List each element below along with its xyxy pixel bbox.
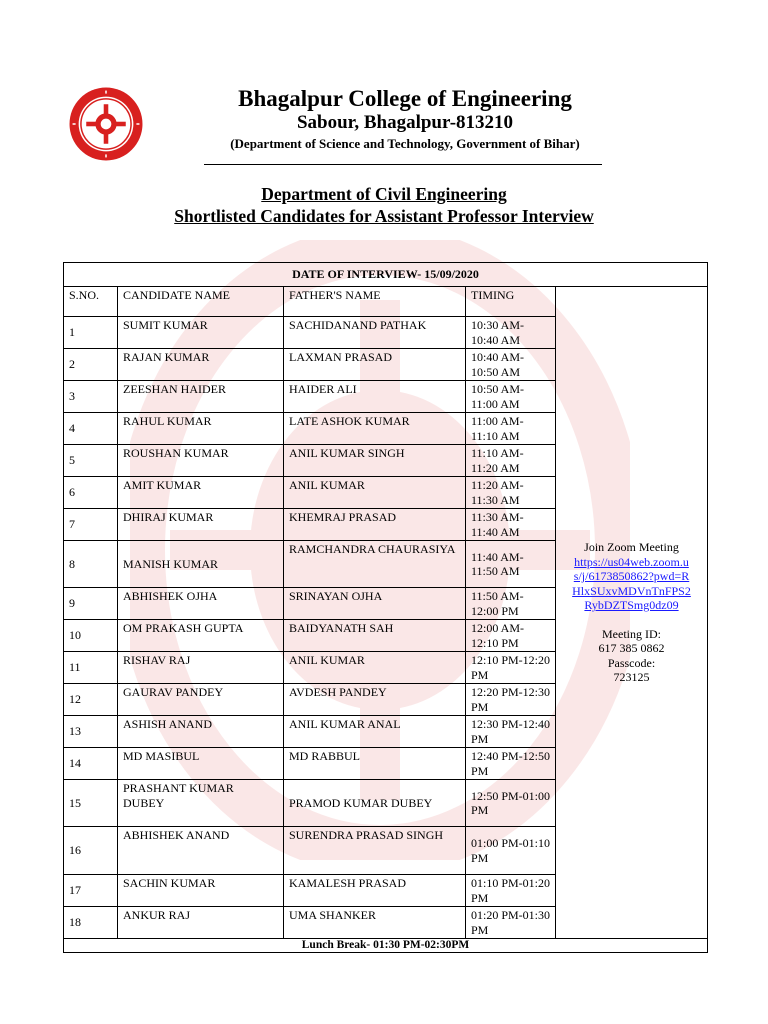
father-name-cell: KHEMRAJ PRASAD — [284, 509, 466, 541]
timing-cell: 12:50 PM-01:00 PM — [466, 780, 556, 827]
timing-cell: 12:00 AM-12:10 PM — [466, 620, 556, 652]
timing-cell: 11:30 AM-11:40 AM — [466, 509, 556, 541]
candidate-name-cell: RAHUL KUMAR — [118, 413, 284, 445]
candidate-name-cell: SUMIT KUMAR — [118, 317, 284, 349]
timing-cell: 10:50 AM-11:00 AM — [466, 381, 556, 413]
timing-cell: 01:00 PM-01:10 PM — [466, 827, 556, 875]
zoom-meeting-link[interactable]: https://us04web.zoom.us/j/6173850862?pwd=RHlxSUxvMDVnTnFPS2RybDZTSmg0dz09 — [572, 554, 691, 613]
father-name-cell: SRINAYAN OJHA — [284, 588, 466, 620]
timing-cell: 11:20 AM-11:30 AM — [466, 477, 556, 509]
timing-cell: 12:10 PM-12:20 PM — [466, 652, 556, 684]
candidate-name-cell: AMIT KUMAR — [118, 477, 284, 509]
sno-cell: 3 — [64, 381, 118, 413]
candidate-name-cell: ASHISH ANAND — [118, 716, 284, 748]
candidate-name-cell: MD MASIBUL — [118, 748, 284, 780]
meeting-id: 617 385 0862 — [598, 641, 665, 656]
sno-cell: 6 — [64, 477, 118, 509]
timing-cell: 11:50 AM-12:00 PM — [466, 588, 556, 620]
father-name-cell: AVDESH PANDEY — [284, 684, 466, 716]
candidate-name-cell: DHIRAJ KUMAR — [118, 509, 284, 541]
college-emblem-icon — [68, 86, 144, 162]
candidate-name-cell: RISHAV RAJ — [118, 652, 284, 684]
timing-cell: 11:10 AM-11:20 AM — [466, 445, 556, 477]
timing-cell: 12:30 PM-12:40 PM — [466, 716, 556, 748]
lunch-break-row — [64, 939, 708, 953]
interview-date: DATE OF INTERVIEW- 15/09/2020 — [64, 263, 708, 287]
candidate-name-cell: ABHISHEK OJHA — [118, 588, 284, 620]
timing-cell: 11:00 AM-11:10 AM — [466, 413, 556, 445]
sno-cell: 7 — [64, 509, 118, 541]
sno-cell: 17 — [64, 875, 118, 907]
sno-cell: 9 — [64, 588, 118, 620]
father-name-cell: KAMALESH PRASAD — [284, 875, 466, 907]
father-name-cell: ANIL KUMAR — [284, 477, 466, 509]
header-father: FATHER'S NAME — [284, 287, 466, 317]
father-name-cell: UMA SHANKER — [284, 907, 466, 939]
department-title: Department of Civil Engineering — [261, 184, 507, 204]
sno-cell: 14 — [64, 748, 118, 780]
college-name: Bhagalpur College of Engineering — [238, 86, 572, 111]
document-subtitle: Shortlisted Candidates for Assistant Professor Interview — [174, 206, 594, 226]
sno-cell: 10 — [64, 620, 118, 652]
lunch-break: Lunch Break- 01:30 PM-02:30PM — [64, 939, 708, 953]
father-name-cell: ANIL KUMAR ANAL — [284, 716, 466, 748]
timing-cell: 12:20 PM-12:30 PM — [466, 684, 556, 716]
father-name-cell: PRAMOD KUMAR DUBEY — [284, 780, 466, 827]
timing-cell: 11:40 AM-11:50 AM — [466, 541, 556, 588]
candidate-name-cell: OM PRAKASH GUPTA — [118, 620, 284, 652]
candidate-name-cell: SACHIN KUMAR — [118, 875, 284, 907]
timing-cell: 10:30 AM-10:40 AM — [466, 317, 556, 349]
header-sno: S.NO. — [64, 287, 118, 317]
candidate-name-cell: PRASHANT KUMAR DUBEY — [118, 780, 284, 827]
zoom-meeting-info — [556, 287, 708, 939]
timing-cell: 12:40 PM-12:50 PM — [466, 748, 556, 780]
sno-cell: 18 — [64, 907, 118, 939]
zoom-join-label: Join Zoom Meeting — [584, 540, 679, 555]
header-timing: TIMING — [466, 287, 556, 317]
timing-cell: 01:20 PM-01:30 PM — [466, 907, 556, 939]
sno-cell: 2 — [64, 349, 118, 381]
candidate-name-cell: GAURAV PANDEY — [118, 684, 284, 716]
father-name-cell: MD RABBUL — [284, 748, 466, 780]
father-name-cell: LATE ASHOK KUMAR — [284, 413, 466, 445]
sno-cell: 1 — [64, 317, 118, 349]
father-name-cell: SACHIDANAND PATHAK — [284, 317, 466, 349]
father-name-cell: ANIL KUMAR SINGH — [284, 445, 466, 477]
passcode-label: Passcode: — [607, 655, 656, 670]
affiliation: (Department of Science and Technology, Government of Bihar) — [230, 136, 580, 151]
college-address: Sabour, Bhagalpur-813210 — [296, 112, 514, 133]
candidate-name-cell: ANKUR RAJ — [118, 907, 284, 939]
interview-schedule-table — [63, 262, 708, 953]
candidate-name-cell: ABHISHEK ANAND — [118, 827, 284, 875]
sno-cell: 15 — [64, 780, 118, 827]
header-row — [64, 287, 708, 317]
header-candidate: CANDIDATE NAME — [118, 287, 284, 317]
interview-date-row — [64, 263, 708, 287]
candidate-name-cell: ZEESHAN HAIDER — [118, 381, 284, 413]
sno-cell: 5 — [64, 445, 118, 477]
father-name-cell: RAMCHANDRA CHAURASIYA — [284, 541, 466, 588]
meeting-id-label: Meeting ID: — [602, 626, 661, 641]
timing-cell: 10:40 AM-10:50 AM — [466, 349, 556, 381]
candidate-name-cell: MANISH KUMAR — [118, 541, 284, 588]
timing-cell: 01:10 PM-01:20 PM — [466, 875, 556, 907]
candidate-name-cell: RAJAN KUMAR — [118, 349, 284, 381]
sno-cell: 12 — [64, 684, 118, 716]
sno-cell: 8 — [64, 541, 118, 588]
father-name-cell: ANIL KUMAR — [284, 652, 466, 684]
header-divider — [204, 164, 602, 165]
father-name-cell: LAXMAN PRASAD — [284, 349, 466, 381]
sno-cell: 16 — [64, 827, 118, 875]
candidate-name-cell: ROUSHAN KUMAR — [118, 445, 284, 477]
sno-cell: 11 — [64, 652, 118, 684]
sno-cell: 4 — [64, 413, 118, 445]
father-name-cell: HAIDER ALI — [284, 381, 466, 413]
sno-cell: 13 — [64, 716, 118, 748]
passcode: 723125 — [613, 670, 650, 685]
father-name-cell: SURENDRA PRASAD SINGH — [284, 827, 466, 875]
father-name-cell: BAIDYANATH SAH — [284, 620, 466, 652]
